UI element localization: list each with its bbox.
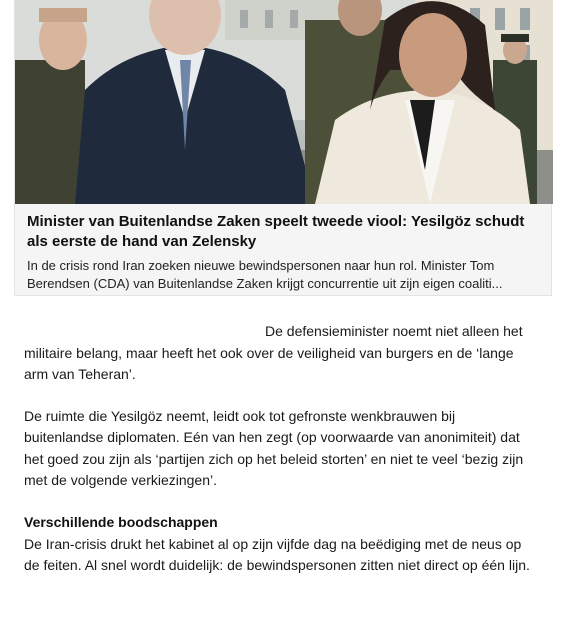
related-article-card[interactable]: [14, 0, 552, 296]
related-article-description[interactable]: In de crisis rond Iran zoeken nieuwe bewindspersonen naar hun rol. Minister Tom Berendsen (CDA) van Buitenlandse Zaken krijgt concurrentie uit zijn eigen coaliti...: [27, 258, 503, 291]
article-photo[interactable]: [15, 0, 553, 204]
article-photo-illustration: [15, 0, 553, 204]
related-article-title[interactable]: Minister van Buitenlandse Zaken speelt tweede viool: Yesilgöz schudt als eerste de hand van Zelensky: [27, 213, 525, 250]
article-paragraph: De ruimte die Yesilgöz neemt, leidt ook tot gefronste wenkbrauwen bij buitenlandse diplomaten. Eén van hen zegt (op voorwaarde van anonimiteit) dat het goed zou zijn als ‘partijen zich op het beleid storten’ en niet te veel ‘bezig zijn met de volgende verkiezingen’.: [24, 407, 524, 488]
article-subheading: Verschillende boodschappen: [24, 513, 218, 530]
article-body: [24, 321, 538, 597]
article-paragraph: De defensieminister noemt niet alleen het militaire belang, maar heeft het ook over de veiligheid van burgers en de ‘lange arm van Teheran’.: [24, 323, 523, 382]
article-paragraph: De Iran-crisis drukt het kabinet al op zijn vijfde dag na beëdiging met de neus op de feiten. Al snel wordt duidelijk: de bewindspersonen zitten niet direct op één lijn.: [24, 535, 530, 573]
